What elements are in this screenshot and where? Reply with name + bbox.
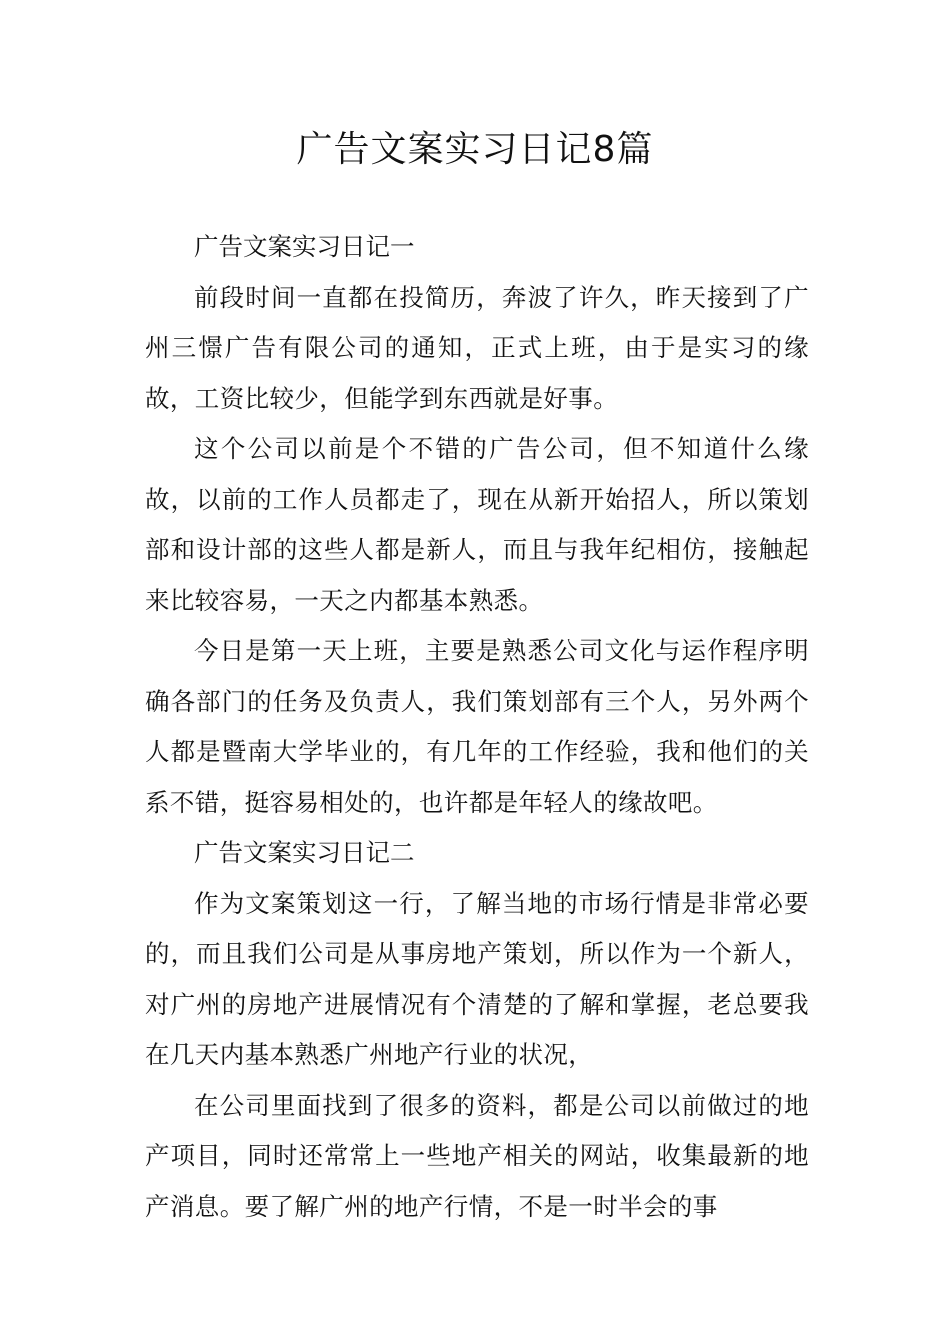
body-paragraph: 今日是第一天上班，主要是熟悉公司文化与运作程序明确各部门的任务及负责人，我们策划部有三个人，另外两个人都是暨南大学毕业的，有几年的工作经验，我和他们的关系不错，挺容易相处的，也许都是年轻人的缘故吧。 (145, 636, 809, 817)
section-heading: 广告文案实习日记二 (194, 838, 415, 867)
document-body (145, 222, 809, 1232)
document-title: 广告文案实习日记8篇 (296, 129, 654, 170)
section-heading: 广告文案实习日记一 (194, 232, 415, 261)
body-paragraph: 前段时间一直都在投简历，奔波了许久，昨天接到了广州三憬广告有限公司的通知，正式上班，由于是实习的缘故，工资比较少，但能学到东西就是好事。 (145, 282, 809, 413)
body-paragraph: 作为文案策划这一行，了解当地的市场行情是非常必要的，而且我们公司是从事房地产策划，所以作为一个新人，对广州的房地产进展情况有个清楚的了解和掌握，老总要我在几天内基本熟悉广州地产行业的状况， (145, 888, 809, 1069)
body-paragraph: 在公司里面找到了很多的资料，都是公司以前做过的地产项目，同时还常常上一些地产相关的网站，收集最新的地产消息。要了解广州的地产行情，不是一时半会的事 (145, 1090, 809, 1221)
body-paragraph: 这个公司以前是个不错的广告公司，但不知道什么缘故，以前的工作人员都走了，现在从新开始招人，所以策划部和设计部的这些人都是新人，而且与我年纪相仿，接触起来比较容易，一天之内都基本熟悉。 (145, 434, 809, 615)
